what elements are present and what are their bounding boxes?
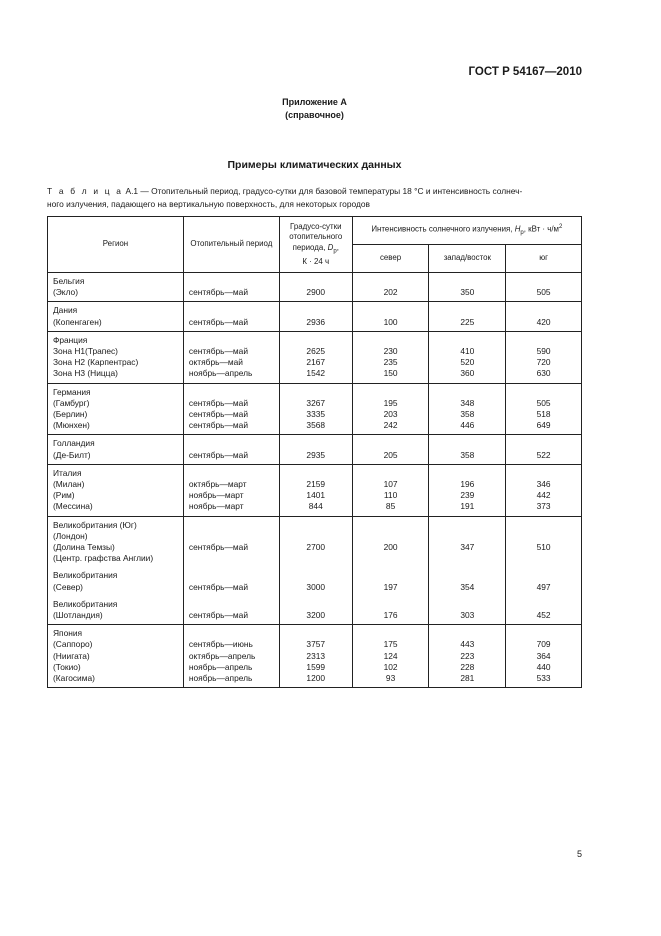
cell-south: 373 <box>506 501 582 516</box>
cell-degree-days: 2936 <box>279 317 352 332</box>
degree-days-unit: К · 24 ч <box>302 256 330 266</box>
cell-degree-days <box>279 593 352 610</box>
cell-west-east: 281 <box>429 673 506 688</box>
table-row <box>48 302 582 317</box>
cell-north <box>352 553 429 564</box>
table-row <box>48 464 582 479</box>
cell-region: (Шотландия) <box>48 610 184 625</box>
cell-degree-days <box>279 516 352 531</box>
cell-heating-period: сентябрь—май <box>183 346 279 357</box>
cell-degree-days: 3267 <box>279 398 352 409</box>
cell-heating-period <box>183 464 279 479</box>
cell-north: 124 <box>352 651 429 662</box>
intensity-unit: , кВт · ч/м <box>523 224 559 234</box>
cell-south <box>506 464 582 479</box>
header-south: юг <box>506 245 582 273</box>
cell-north: 203 <box>352 409 429 420</box>
cell-north <box>352 273 429 288</box>
cell-heating-period <box>183 302 279 317</box>
cell-heating-period: сентябрь—май <box>183 610 279 625</box>
cell-south <box>506 273 582 288</box>
cell-west-east: 358 <box>429 450 506 465</box>
header-solar-intensity-text: Интенсивность солнечного излучения, <box>371 224 515 234</box>
table-row <box>48 651 582 662</box>
cell-south <box>506 331 582 346</box>
cell-west-east: 223 <box>429 651 506 662</box>
cell-north <box>352 531 429 542</box>
cell-south <box>506 435 582 450</box>
table-row <box>48 479 582 490</box>
cell-heating-period: ноябрь—март <box>183 501 279 516</box>
cell-west-east <box>429 273 506 288</box>
annex-heading <box>0 96 629 122</box>
cell-region: (Экло) <box>48 287 184 302</box>
cell-north: 110 <box>352 490 429 501</box>
table-row <box>48 398 582 409</box>
degree-days-symbol: D <box>327 242 334 252</box>
cell-west-east: 348 <box>429 398 506 409</box>
header-solar-intensity <box>352 217 581 245</box>
cell-south: 497 <box>506 582 582 593</box>
cell-west-east: 196 <box>429 479 506 490</box>
cell-region: Великобритания (Юг) <box>48 516 184 531</box>
cell-south <box>506 383 582 398</box>
cell-degree-days: 2313 <box>279 651 352 662</box>
cell-south: 505 <box>506 287 582 302</box>
cell-region: (Кагосима) <box>48 673 184 688</box>
cell-heating-period: ноябрь—март <box>183 490 279 501</box>
cell-north: 205 <box>352 450 429 465</box>
table-row <box>48 317 582 332</box>
cell-south <box>506 516 582 531</box>
intensity-superscript: 2 <box>558 224 563 231</box>
cell-west-east: 520 <box>429 357 506 368</box>
cell-degree-days <box>279 553 352 564</box>
cell-south: 364 <box>506 651 582 662</box>
cell-west-east: 354 <box>429 582 506 593</box>
cell-north: 242 <box>352 420 429 435</box>
cell-north: 93 <box>352 673 429 688</box>
cell-west-east <box>429 383 506 398</box>
table-row <box>48 490 582 501</box>
cell-region: (Копенгаген) <box>48 317 184 332</box>
cell-degree-days <box>279 531 352 542</box>
cell-degree-days <box>279 464 352 479</box>
cell-south <box>506 553 582 564</box>
cell-west-east: 228 <box>429 662 506 673</box>
cell-region: (Север) <box>48 582 184 593</box>
cell-region: (Гамбург) <box>48 398 184 409</box>
cell-heating-period <box>183 435 279 450</box>
cell-heating-period: сентябрь—июнь <box>183 639 279 650</box>
cell-south <box>506 564 582 581</box>
cell-north: 202 <box>352 287 429 302</box>
header-heating-period: Отопительный период <box>183 217 279 273</box>
cell-south: 505 <box>506 398 582 409</box>
cell-north <box>352 564 429 581</box>
table-row <box>48 409 582 420</box>
section-title: Примеры климатических данных <box>227 159 402 171</box>
table-row <box>48 673 582 688</box>
cell-degree-days <box>279 302 352 317</box>
cell-degree-days <box>279 273 352 288</box>
cell-south: 440 <box>506 662 582 673</box>
cell-south: 709 <box>506 639 582 650</box>
cell-region: Дания <box>48 302 184 317</box>
caption-text-continued: ного излучения, падающего на вертикальную поверхность, для некоторых городов <box>47 199 370 209</box>
table-row <box>48 450 582 465</box>
cell-north: 235 <box>352 357 429 368</box>
cell-west-east <box>429 331 506 346</box>
cell-west-east: 225 <box>429 317 506 332</box>
cell-west-east: 303 <box>429 610 506 625</box>
cell-north: 200 <box>352 542 429 553</box>
cell-north: 230 <box>352 346 429 357</box>
cell-region: (Милан) <box>48 479 184 490</box>
cell-heating-period: сентябрь—май <box>183 420 279 435</box>
cell-west-east: 239 <box>429 490 506 501</box>
cell-west-east <box>429 593 506 610</box>
table-row <box>48 593 582 610</box>
cell-heating-period: октябрь—апрель <box>183 651 279 662</box>
cell-region: (Токио) <box>48 662 184 673</box>
cell-heating-period <box>183 625 279 640</box>
cell-north <box>352 464 429 479</box>
cell-south: 518 <box>506 409 582 420</box>
cell-west-east <box>429 553 506 564</box>
caption-label: Т а б л и ц а <box>47 186 124 196</box>
cell-region: (Саппоро) <box>48 639 184 650</box>
cell-region: Бельгия <box>48 273 184 288</box>
cell-degree-days: 2159 <box>279 479 352 490</box>
cell-region: Франция <box>48 331 184 346</box>
cell-heating-period <box>183 553 279 564</box>
header-region: Регион <box>48 217 184 273</box>
table-row <box>48 383 582 398</box>
cell-north <box>352 516 429 531</box>
cell-region: (Ниигата) <box>48 651 184 662</box>
cell-south: 442 <box>506 490 582 501</box>
cell-south: 720 <box>506 357 582 368</box>
cell-north: 150 <box>352 368 429 383</box>
table-row <box>48 435 582 450</box>
cell-north: 195 <box>352 398 429 409</box>
cell-south <box>506 531 582 542</box>
cell-west-east: 443 <box>429 639 506 650</box>
cell-heating-period: сентябрь—май <box>183 542 279 553</box>
cell-region: Великобритания <box>48 564 184 581</box>
table-row <box>48 368 582 383</box>
cell-north: 176 <box>352 610 429 625</box>
cell-heating-period: сентябрь—май <box>183 398 279 409</box>
cell-degree-days: 3757 <box>279 639 352 650</box>
cell-heating-period: октябрь—март <box>183 479 279 490</box>
cell-region: Италия <box>48 464 184 479</box>
cell-degree-days: 2167 <box>279 357 352 368</box>
header-degree-days-text: Градусо-сутки отопительного периода, <box>289 221 343 252</box>
annex-title: Приложение А <box>282 97 347 107</box>
cell-north: 197 <box>352 582 429 593</box>
table-row <box>48 357 582 368</box>
cell-heating-period <box>183 331 279 346</box>
cell-degree-days: 3568 <box>279 420 352 435</box>
cell-west-east <box>429 516 506 531</box>
cell-west-east <box>429 531 506 542</box>
table-caption <box>47 185 587 211</box>
cell-south: 346 <box>506 479 582 490</box>
cell-region: (Рим) <box>48 490 184 501</box>
cell-region: (Мюнхен) <box>48 420 184 435</box>
cell-north: 100 <box>352 317 429 332</box>
cell-heating-period: ноябрь—апрель <box>183 673 279 688</box>
table-row <box>48 531 582 542</box>
cell-west-east: 360 <box>429 368 506 383</box>
cell-region: Германия <box>48 383 184 398</box>
cell-west-east: 358 <box>429 409 506 420</box>
cell-south: 533 <box>506 673 582 688</box>
table-row <box>48 662 582 673</box>
degree-days-subscript: р <box>333 248 337 255</box>
cell-west-east <box>429 464 506 479</box>
table-row <box>48 516 582 531</box>
cell-west-east: 410 <box>429 346 506 357</box>
cell-south <box>506 625 582 640</box>
cell-heating-period: сентябрь—май <box>183 582 279 593</box>
cell-degree-days: 844 <box>279 501 352 516</box>
cell-north <box>352 625 429 640</box>
cell-degree-days <box>279 564 352 581</box>
cell-heating-period <box>183 564 279 581</box>
table-row <box>48 420 582 435</box>
cell-west-east: 446 <box>429 420 506 435</box>
cell-west-east: 191 <box>429 501 506 516</box>
cell-south: 452 <box>506 610 582 625</box>
page-number: 5 <box>576 849 582 859</box>
cell-heating-period: октябрь—май <box>183 357 279 368</box>
cell-region: (Де-Билт) <box>48 450 184 465</box>
cell-south: 630 <box>506 368 582 383</box>
cell-region: Зона Н1(Трапес) <box>48 346 184 357</box>
cell-south: 510 <box>506 542 582 553</box>
cell-south <box>506 302 582 317</box>
cell-north: 107 <box>352 479 429 490</box>
cell-region: (Лондон) <box>48 531 184 542</box>
header-north: север <box>352 245 429 273</box>
table-row <box>48 564 582 581</box>
cell-heating-period <box>183 516 279 531</box>
cell-heating-period: сентябрь—май <box>183 409 279 420</box>
table-row <box>48 610 582 625</box>
cell-north <box>352 593 429 610</box>
climate-data-table <box>47 216 582 688</box>
header-west-east: запад/восток <box>429 245 506 273</box>
document-code: ГОСТ Р 54167—2010 <box>468 66 582 78</box>
cell-degree-days: 3000 <box>279 582 352 593</box>
cell-north <box>352 383 429 398</box>
table-row <box>48 273 582 288</box>
cell-west-east <box>429 625 506 640</box>
cell-south: 649 <box>506 420 582 435</box>
table-row <box>48 331 582 346</box>
cell-west-east: 350 <box>429 287 506 302</box>
header-degree-days <box>279 217 352 273</box>
table-row <box>48 501 582 516</box>
cell-degree-days <box>279 435 352 450</box>
cell-north: 102 <box>352 662 429 673</box>
cell-degree-days: 2935 <box>279 450 352 465</box>
cell-north: 85 <box>352 501 429 516</box>
table-body <box>48 273 582 688</box>
cell-degree-days: 1401 <box>279 490 352 501</box>
table-row <box>48 287 582 302</box>
cell-region: (Центр. графства Англии) <box>48 553 184 564</box>
table-row <box>48 346 582 357</box>
cell-heating-period <box>183 593 279 610</box>
table-row <box>48 542 582 553</box>
cell-heating-period <box>183 531 279 542</box>
cell-region: Зона Н3 (Ницца) <box>48 368 184 383</box>
cell-degree-days: 1200 <box>279 673 352 688</box>
cell-region: Голландия <box>48 435 184 450</box>
cell-degree-days: 1542 <box>279 368 352 383</box>
cell-north <box>352 331 429 346</box>
cell-heating-period <box>183 273 279 288</box>
cell-region: (Берлин) <box>48 409 184 420</box>
cell-region: Зона Н2 (Карпентрас) <box>48 357 184 368</box>
table-row <box>48 639 582 650</box>
cell-degree-days: 2625 <box>279 346 352 357</box>
table-row <box>48 553 582 564</box>
cell-south <box>506 593 582 610</box>
intensity-subscript: р <box>520 230 524 237</box>
cell-degree-days: 1599 <box>279 662 352 673</box>
cell-heating-period: ноябрь—апрель <box>183 368 279 383</box>
cell-heating-period: сентябрь—май <box>183 450 279 465</box>
table-row <box>48 582 582 593</box>
cell-region: Япония <box>48 625 184 640</box>
intensity-symbol: Н <box>514 224 521 234</box>
cell-region: (Долина Темзы) <box>48 542 184 553</box>
cell-west-east: 347 <box>429 542 506 553</box>
cell-degree-days: 2900 <box>279 287 352 302</box>
cell-degree-days: 3200 <box>279 610 352 625</box>
cell-heating-period: ноябрь—апрель <box>183 662 279 673</box>
table-row <box>48 625 582 640</box>
cell-region: (Мессина) <box>48 501 184 516</box>
cell-south: 522 <box>506 450 582 465</box>
cell-degree-days: 2700 <box>279 542 352 553</box>
annex-subtitle: (справочное) <box>285 110 344 120</box>
cell-degree-days <box>279 331 352 346</box>
cell-heating-period: сентябрь—май <box>183 287 279 302</box>
cell-west-east <box>429 302 506 317</box>
cell-west-east <box>429 564 506 581</box>
cell-degree-days <box>279 383 352 398</box>
cell-heating-period <box>183 383 279 398</box>
cell-region: Великобритания <box>48 593 184 610</box>
cell-south: 420 <box>506 317 582 332</box>
cell-south: 590 <box>506 346 582 357</box>
cell-degree-days: 3335 <box>279 409 352 420</box>
cell-north <box>352 435 429 450</box>
cell-north <box>352 302 429 317</box>
caption-text: А.1 — Отопительный период, градусо-сутки для базовой температуры 18 °С и интенсивность солнеч- <box>123 186 523 196</box>
cell-heating-period: сентябрь—май <box>183 317 279 332</box>
cell-west-east <box>429 435 506 450</box>
cell-north: 175 <box>352 639 429 650</box>
degree-days-comma: , <box>336 242 339 252</box>
cell-degree-days <box>279 625 352 640</box>
